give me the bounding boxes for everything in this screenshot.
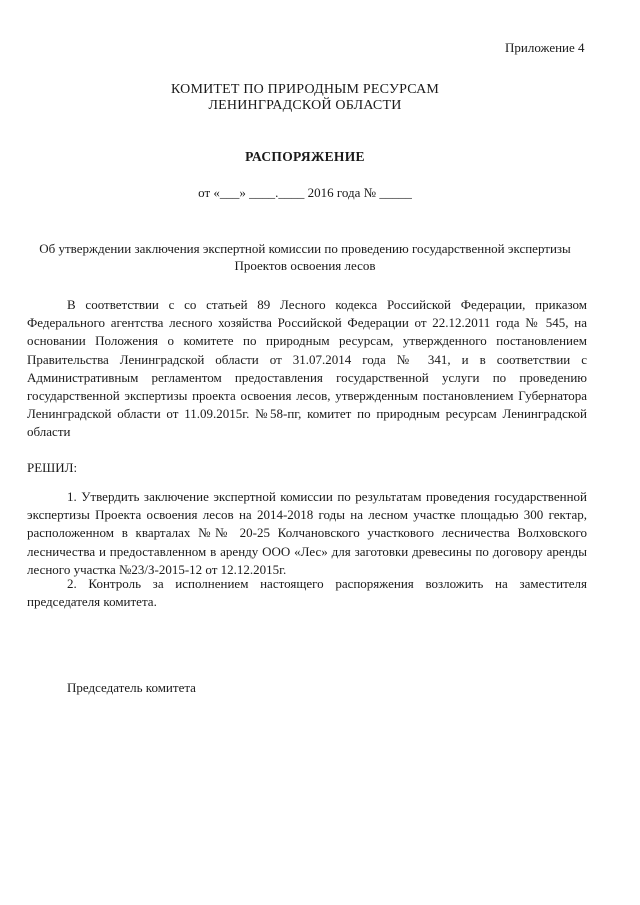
- decision-item-line: лесного участка №23/З-2015-12 от 12.12.2015г.: [27, 561, 287, 577]
- preamble-line: области: [27, 424, 71, 440]
- preamble-line: Правительства Ленинградской области от 31.07.2014 года № 341, и в соответствии с: [27, 351, 587, 367]
- preamble-line: государственной экспертизы проекта освоения лесов, утвержденным постановлением Губернатора: [27, 388, 587, 404]
- organization-name-line-1: КОМИТЕТ ПО ПРИРОДНЫМ РЕСУРСАМ: [170, 82, 440, 97]
- decision-item-line: расположенном в кварталах №№ 20-25 Колчановского участкового лесничества Волховского: [27, 525, 587, 541]
- decision-item-2: [27, 575, 587, 611]
- organization-name-line-2: ЛЕНИНГРАДСКОЙ ОБЛАСТИ: [208, 98, 402, 113]
- decision-item-line: 1. Утвердить заключение экспертной комиссии по результатам проведения государственной: [67, 489, 587, 504]
- decision-item-line: председателя комитета.: [27, 594, 157, 610]
- decision-item-1: [27, 488, 587, 579]
- subject-line-1: Об утверждении заключения экспертной комиссии по проведению государственной экспертизы: [39, 241, 571, 256]
- document-type-title: РАСПОРЯЖЕНИЕ: [245, 149, 365, 164]
- preamble-line: Федерального агентства лесного хозяйства Российской Федерации от 22.12.2011 года № 545, на: [27, 315, 587, 331]
- decision-item-line: 2. Контроль за исполнением настоящего распоряжения возложить на заместителя: [67, 576, 587, 591]
- preamble-line: Ленинградской области от 11.09.2015г. №58-пг, комитет по природным ресурсам Ленинградской: [27, 406, 587, 422]
- decision-item-line: лесничества и предоставленном в аренду ООО «Лес» для заготовки древесины по договору аренды: [27, 543, 587, 559]
- decision-item-line: экспертизы Проекта освоения лесов на 2014-2018 годы на лесном участке площадью 300 гектар,: [27, 507, 587, 523]
- preamble-line: Административным регламентом предоставления государственной услуги по проведению: [27, 369, 587, 385]
- signature-title: Председатель комитета: [67, 680, 196, 695]
- preamble-paragraph: [27, 296, 587, 442]
- appendix-label: Приложение 4: [505, 40, 585, 55]
- preamble-line: В соответствии с со статьей 89 Лесного кодекса Российской Федерации, приказом: [67, 297, 587, 312]
- preamble-line: основании Положения о комитете по природным ресурсам, утвержденного постановлением: [27, 333, 587, 349]
- date-number-line: от «___» ____.____ 2016 года № _____: [198, 185, 412, 200]
- subject-line-2: Проектов освоения лесов: [234, 258, 376, 273]
- decided-heading: РЕШИЛ:: [27, 460, 78, 475]
